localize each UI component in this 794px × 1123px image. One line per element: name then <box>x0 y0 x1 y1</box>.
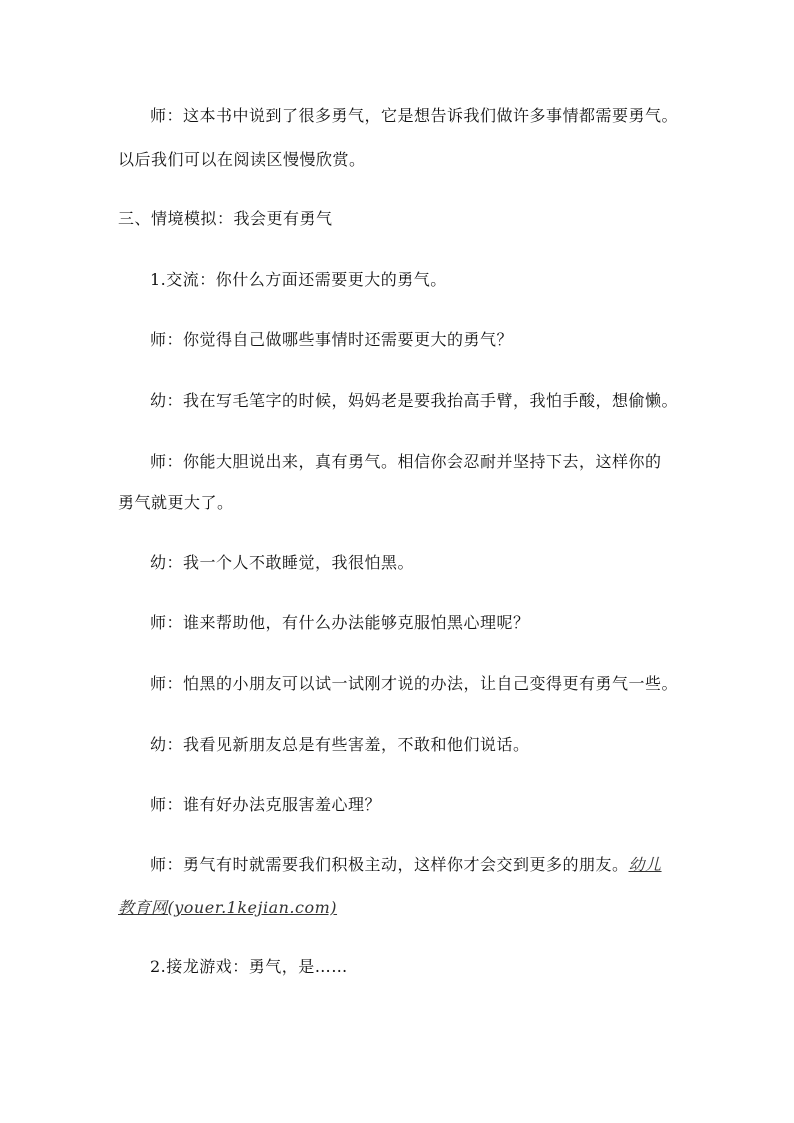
paragraph <box>118 898 337 918</box>
paragraph: 幼：我看见新朋友总是有些害羞，不敢和他们说话。 <box>150 735 530 754</box>
paragraph: 师：你觉得自己做哪些事情时还需要更大的勇气？ <box>150 330 514 349</box>
paragraph: 幼：我在写毛笔字的时候，妈妈老是要我抬高手臂，我怕手酸，想偷懒。 <box>150 391 679 410</box>
paragraph: 师：怕黑的小朋友可以试一试刚才说的办法，让自己变得更有勇气一些。 <box>150 674 679 693</box>
source-link[interactable]: 幼儿 <box>628 855 662 874</box>
paragraph: 师：你能大胆说出来，真有勇气。相信你会忍耐并坚持下去，这样你的 <box>150 452 662 471</box>
paragraph: 1.交流：你什么方面还需要更大的勇气。 <box>150 270 447 289</box>
paragraph: 幼：我一个人不敢睡觉，我很怕黑。 <box>150 553 415 572</box>
paragraph <box>150 855 662 875</box>
paragraph: 以后我们可以在阅读区慢慢欣赏。 <box>118 150 366 169</box>
paragraph: 师：这本书中说到了很多勇气，它是想告诉我们做许多事情都需要勇气。 <box>150 106 679 125</box>
paragraph: 师：谁来帮助他，有什么办法能够克服怕黑心理呢？ <box>150 613 530 632</box>
source-link[interactable]: 教育网(youer.1kejian.com) <box>118 898 338 917</box>
paragraph-text: 师：勇气有时就需要我们积极主动，这样你才会交到更多的朋友。 <box>150 855 629 874</box>
paragraph: 师：谁有好办法克服害羞心理？ <box>150 795 382 814</box>
section-heading: 三、情境模拟：我会更有勇气 <box>118 209 333 228</box>
paragraph: 2.接龙游戏：勇气，是…… <box>150 957 348 976</box>
paragraph: 勇气就更大了。 <box>118 493 234 512</box>
